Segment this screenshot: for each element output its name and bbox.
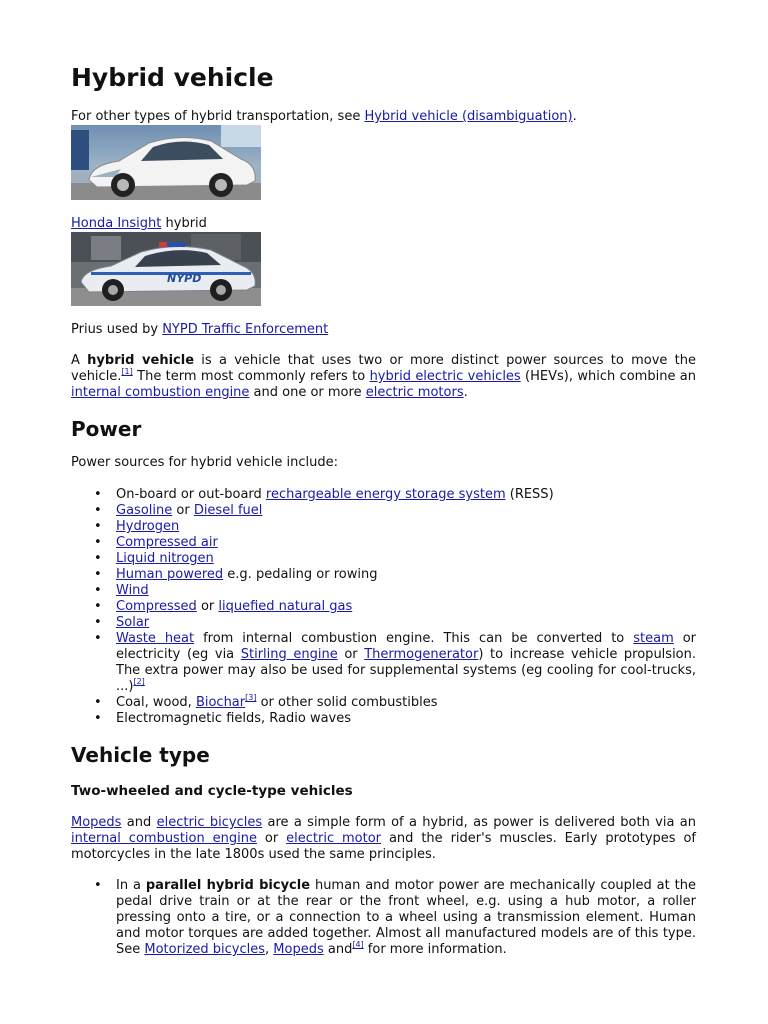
ress-link[interactable]: rechargeable energy storage system [265,487,506,502]
list-item [71,615,696,631]
two-wheeled-paragraph: Mopeds and electric bicycles are a simple form of a hybrid, as power is delivered both via an internal combustion engine or electric motor and the rider's muscles. Early prototypes of motorcycles in the late 1800s used the same principles. [71,815,696,862]
bullet: • [94,503,102,518]
bullet: • [94,711,102,726]
list-item: • In a parallel hybrid bicycle human and motor power are mechanically coupled at the pedal drive train or at the rear or the front wheel, e.g. using a hub motor, a roller pressing onto a tire, or a connection to a wheel using a transmission element. Human and motor torques are added together. Almost all manufactured models are of this type. See Motorized bicycles, Mopeds and[4] for more information. [94,878,696,957]
intro-paragraph: A hybrid vehicle is a vehicle that uses two or more distinct power sources to move the vehicle.[1] The term most commonly refers to hybrid electric vehicles (HEVs), which combine an internal combustion engine and one or more electric motors. [71,353,697,400]
hydrogen-link[interactable]: Hydrogen [116,519,180,534]
bullet: • [94,567,102,582]
waste-heat-link[interactable]: Waste heat [116,631,195,646]
nypd-car-lettering: NYPD [167,272,202,285]
hatnote: For other types of hybrid transportation, see Hybrid vehicle (disambiguation). [71,109,577,124]
list-item: • Human powered e.g. pedaling or rowing [94,567,378,582]
list-item: • Gasoline or Diesel fuel [94,503,263,518]
liquefied-natural-gas-link[interactable]: liquefied natural gas [218,599,353,614]
list-item: • On-board or out-board rechargeable energy storage system (RESS) [94,487,554,502]
nypd-prius-photo[interactable] [71,232,261,306]
citation-1-link[interactable]: [1] [121,367,133,376]
bullet: • [94,583,102,598]
list-item: • Waste heat from internal combustion engine. This can be converted to steam or electricity (eg via Stirling engine or Thermogenerator) to increase vehicle propulsion. The extra power may also be used for supplemental systems (eg cooling for cool-trucks, ...)[2] [94,631,697,694]
citation-3-link[interactable]: [3] [245,693,257,702]
honda-insight-image [71,125,261,200]
figure-caption-1: Honda Insight hybrid [71,216,207,231]
page-title: Hybrid vehicle [71,63,274,92]
section-heading-vehicle-type: Vehicle type [71,743,210,767]
diesel-fuel-link[interactable]: Diesel fuel [193,503,263,518]
thermogenerator-link[interactable]: Thermogenerator [364,647,479,662]
figure-caption-2: Prius used by NYPD Traffic Enforcement [71,322,329,337]
citation-4-link[interactable]: [4] [352,940,364,949]
bullet: • [94,878,102,893]
list-item: • Compressed or liquefied natural gas [94,599,353,614]
compressed-link[interactable]: Compressed [116,599,197,614]
citation-2-link[interactable]: [2] [133,677,145,686]
motorized-bicycles-link[interactable]: Motorized bicycles [144,942,266,957]
list-item [71,583,696,599]
honda-insight-photo[interactable] [71,125,261,200]
stirling-engine-link[interactable]: Stirling engine [240,647,338,662]
power-intro: Power sources for hybrid vehicle include: [71,455,338,470]
gasoline-link[interactable]: Gasoline [116,503,173,518]
electric-motors-link[interactable]: electric motors [365,385,464,400]
biochar-link[interactable]: Biochar [195,695,246,710]
list-item [71,551,696,567]
subsection-heading-two-wheeled: Two-wheeled and cycle-type vehicles [71,783,353,799]
steam-link[interactable]: steam [633,631,674,646]
list-item [71,519,696,535]
list-item: • Coal, wood, Biochar[3] or other solid combustibles [94,693,438,710]
bullet: • [94,519,102,534]
human-powered-link[interactable]: Human powered [116,567,224,582]
bullet: • [94,551,102,566]
bullet: • [94,631,102,646]
bullet: • [94,615,102,630]
liquid-nitrogen-link[interactable]: Liquid nitrogen [116,551,214,566]
mopeds-link[interactable]: Mopeds [71,815,122,830]
list-item: • Electromagnetic fields, Radio waves [94,711,352,726]
internal-combustion-engine-link[interactable]: internal combustion engine [71,385,250,400]
hybrid-bicycle-list [71,878,696,958]
bullet: • [94,695,102,710]
nypd-traffic-enforcement-link[interactable]: NYPD Traffic Enforcement [162,322,329,337]
nypd-prius-image [71,232,261,306]
power-sources-list [71,487,696,727]
solar-link[interactable]: Solar [116,615,150,630]
compressed-air-link[interactable]: Compressed air [116,535,218,550]
electric-bicycles-link[interactable]: electric bicycles [156,815,263,830]
section-heading-power: Power [71,417,142,441]
internal-combustion-engine-link-2[interactable]: internal combustion engine [71,831,257,846]
bullet: • [94,599,102,614]
hybrid-electric-vehicles-link[interactable]: hybrid electric vehicles [369,369,521,384]
wind-link[interactable]: Wind [116,583,149,598]
honda-insight-link[interactable]: Honda Insight [71,216,162,231]
mopeds-link-2[interactable]: Mopeds [273,942,324,957]
bullet: • [94,535,102,550]
electric-motor-link[interactable]: electric motor [286,831,382,846]
bullet: • [94,487,102,502]
disambiguation-link[interactable]: Hybrid vehicle (disambiguation) [364,109,573,124]
list-item [71,535,696,551]
